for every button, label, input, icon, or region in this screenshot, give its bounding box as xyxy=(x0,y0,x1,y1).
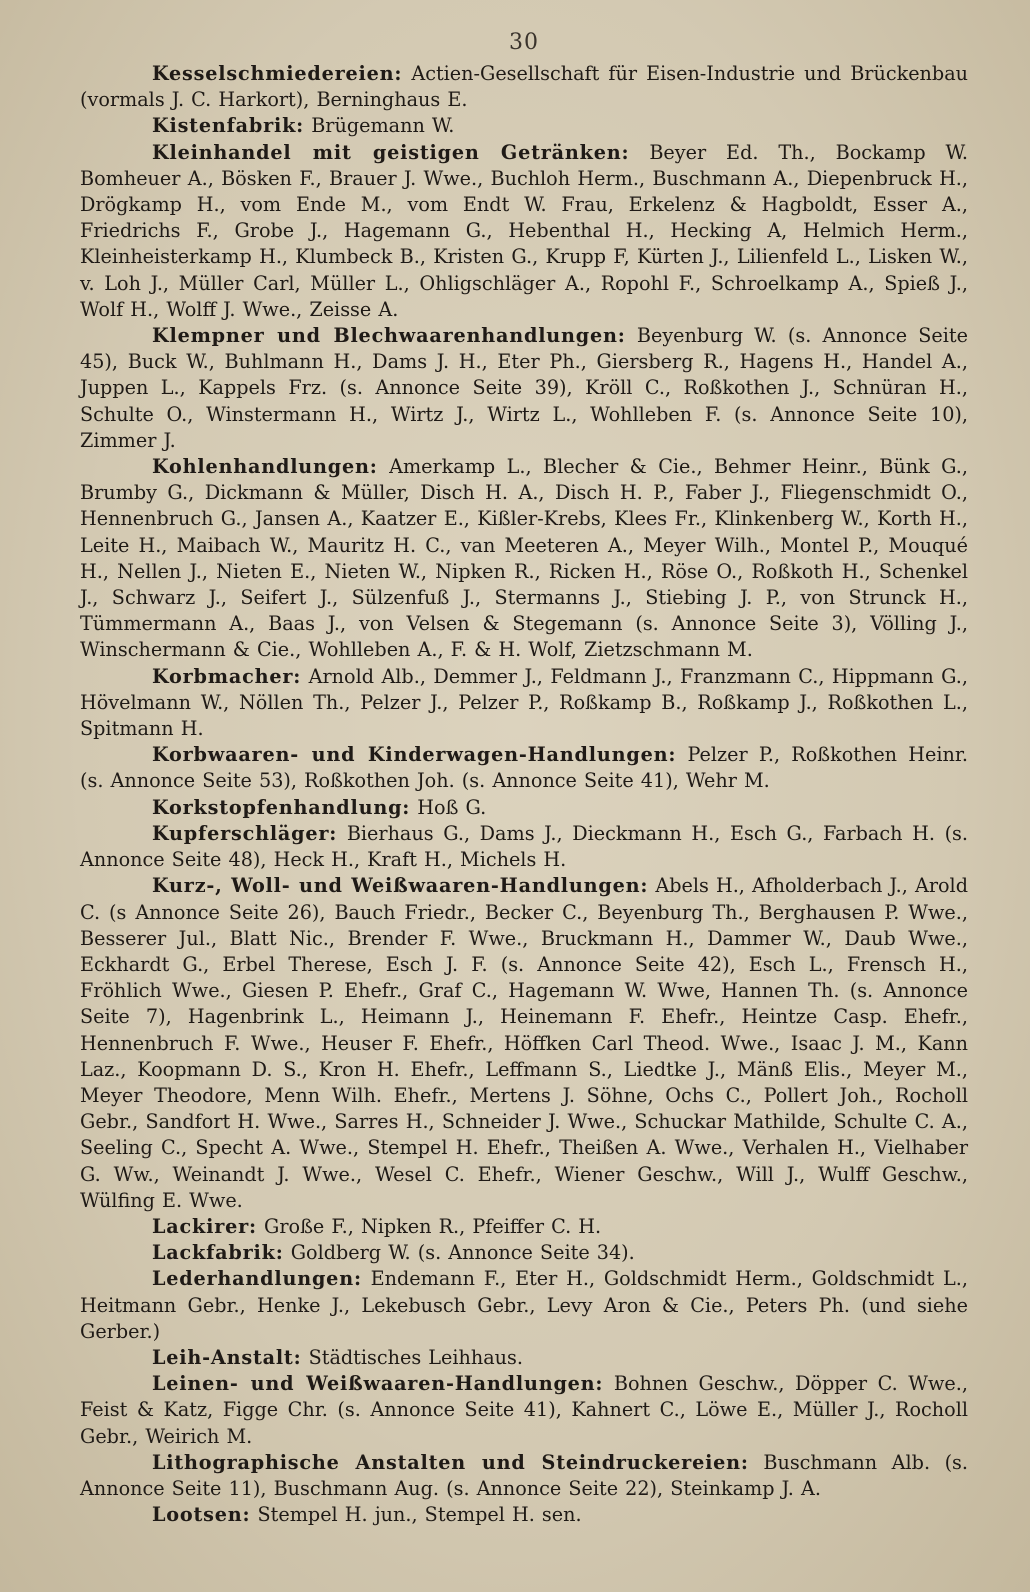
entry-kohlenhandlungen xyxy=(80,454,968,664)
entry-text: Endemann F., Eter H., Goldschmidt Herm., Goldschmidt L., Heitmann Gebr., Henke J., Lekebusch Gebr., Levy Aron & Cie., Peters Ph. (und siehe Gerber.) xyxy=(80,1267,968,1343)
entry-heading: Kistenfabrik: xyxy=(152,114,305,138)
entry-text: Buschmann Alb. (s. Annonce Seite 11), Buschmann Aug. (s. Annonce Seite 22), Steinkamp J. A. xyxy=(80,1450,969,1500)
entry-text: Brügemann W. xyxy=(311,114,455,138)
entry-text: Amerkamp L., Blecher & Cie., Behmer Heinr., Bünk G., Brumby G., Dickmann & Müller, Disch H. A., Disch H. P., Faber J., Fliegenschmidt O., Hennenbruch G., Jansen A., Kaatzer E., Kißler-Krebs, Klees Fr., Klinkenberg W., Korth H., Leite H., Maibach W., Mauritz H. C., van Meeteren A., Meyer Wilh., Montel P., Mouqué H., Nellen J., Nieten E., Nieten W., Nipken R., Ricken H., Röse O., Roßkoth H., Schenkel J., Schwarz J., Seifert J., Sülzenfuß J., Stermanns J., Stiebing J. P., von Strunck H., Tümmermann A., Baas J., von Velsen & Stegemann (s. Annonce Seite 3), Völling J., Winschermann & Cie., Wohlleben A., F. & H. Wolf, Zietzschmann M. xyxy=(80,455,968,662)
entry-text: Beyer Ed. Th., Bockamp W. Bomheuer A., Bösken F., Brauer J. Wwe., Buchloh Herm., Buschmann A., Diepenbruck H., Drögkamp H., vom Ende M., vom Endt W. Frau, Erkelenz & Hagboldt, Esser A., Friedrichs F., Grobe J., Hagemann G., Hebenthal H., Hecking A, Helmich Herm., Kleinheisterkamp H., Klumbeck B., Kristen G., Krupp F, Kürten J., Lilienfeld L., Lisken W., v. Loh J., Müller Carl, Müller L., Ohligschläger A., Ropohl F., Schroelkamp A., Spieß J., Wolf H., Wolff J. Wwe., Zeisse A. xyxy=(80,140,968,321)
entry-klempner xyxy=(80,323,968,454)
entry-kupferschlaeger xyxy=(80,821,968,873)
entry-kesselschmiedereien xyxy=(80,61,968,113)
entry-korkstopfenhandlung xyxy=(80,795,968,821)
entry-heading: Kurz-, Woll- und Weißwaaren-Handlungen: xyxy=(152,874,649,898)
entry-list xyxy=(80,61,968,1528)
entry-lithographische xyxy=(80,1450,968,1502)
entry-text: Actien-Gesellschaft für Eisen-Industrie und Brückenbau (vormals J. C. Harkort), Berninghaus E. xyxy=(80,62,968,112)
entry-leih-anstalt xyxy=(80,1345,968,1371)
entry-heading: Kupferschläger: xyxy=(152,821,338,845)
entry-heading: Lithographische Anstalten und Steindruckereien: xyxy=(152,1450,749,1474)
entry-lackirer xyxy=(80,1214,968,1240)
entry-heading: Lederhandlungen: xyxy=(152,1267,362,1291)
entry-text: Bierhaus G., Dams J., Dieckmann H., Esch G., Farbach H. (s. Annonce Seite 48), Heck H., Kraft H., Michels H. xyxy=(80,821,968,872)
entry-text: Hoß G. xyxy=(417,795,487,819)
entry-leinen xyxy=(80,1371,968,1450)
entry-text: Große F., Nipken R., Pfeiffer C. H. xyxy=(264,1214,602,1238)
entry-korbwaaren xyxy=(80,742,968,794)
entry-heading: Lackirer: xyxy=(152,1214,257,1238)
entry-heading: Leinen- und Weißwaaren-Handlungen: xyxy=(152,1372,604,1396)
entry-heading: Leih-Anstalt: xyxy=(152,1345,302,1369)
entry-heading: Klempner und Blechwaarenhandlungen: xyxy=(152,324,626,348)
entry-heading: Korkstopfenhandlung: xyxy=(152,795,411,819)
entry-kistenfabrik xyxy=(80,113,968,139)
entry-lootsen xyxy=(80,1502,968,1528)
entry-heading: Korbmacher: xyxy=(152,664,302,688)
entry-kurzwaaren xyxy=(80,873,968,1214)
entry-text: Goldberg W. (s. Annonce Seite 34). xyxy=(290,1241,635,1265)
entry-text: Abels H., Afholderbach J., Arold C. (s Annonce Seite 26), Bauch Friedr., Becker C., Beyenburg Th., Berghausen P. Wwe., Besserer Jul., Blatt Nic., Brender F. Wwe., Bruckmann H., Dammer W., Daub Wwe., Eckhardt G., Erbel Therese, Esch J. F. (s. Annonce Seite 42), Esch L., Frensch H., Fröhlich Wwe., Giesen P. Ehefr., Graf C., Hagemann W. Wwe, Hannen Th. (s. Annonce Seite 7), Hagenbrink L., Heimann J., Heinemann F. Ehefr., Heintze Casp. Ehefr., Hennenbruch F. Wwe., Heuser F. Ehefr., Höffken Carl Theod. Wwe., Isaac J. M., Kann Laz., Koopmann D. S., Kron H. Ehefr., Leffmann S., Liedtke J., Mänß Elis., Meyer M., Meyer Theodore, Menn Wilh. Ehefr., Mertens J. Söhne, Ochs C., Pollert Joh., Rocholl Gebr., Sandfort H. Wwe., Sarres H., Schneider J. Wwe., Schuckar Mathilde, Schulte C. A., Seeling C., Specht A. Wwe., Stempel H. Ehefr., Theißen A. Wwe., Verhalen H., Vielhaber G. Ww., Weinandt J. Wwe., Wesel C. Ehefr., Wiener Geschw., Will J., Wulff Geschw., Wülfing E. Wwe. xyxy=(80,874,968,1212)
entry-korbmacher xyxy=(80,664,968,743)
entry-lederhandlungen xyxy=(80,1266,968,1345)
entry-text: Stempel H. jun., Stempel H. sen. xyxy=(257,1503,582,1527)
entry-heading: Lootsen: xyxy=(152,1503,251,1527)
entry-heading: Kohlenhandlungen: xyxy=(152,455,378,479)
entry-lackfabrik xyxy=(80,1240,968,1266)
entry-heading: Kleinhandel mit geistigen Getränken: xyxy=(152,140,630,164)
entry-text: Bohnen Geschw., Döpper C. Wwe., Feist & Katz, Figge Chr. (s. Annonce Seite 41), Kahnert C., Löwe E., Müller J., Rocholl Gebr., Weirich M. xyxy=(80,1372,968,1448)
entry-text: Städtisches Leihhaus. xyxy=(308,1345,523,1369)
page-number: 30 xyxy=(509,30,539,55)
entry-text: Arnold Alb., Demmer J., Feldmann J., Franzmann C., Hippmann G., Hövelmann W., Nöllen Th., Pelzer J., Pelzer P., Roßkamp B., Roßkamp J., Roßkothen L., Spitmann H. xyxy=(80,664,968,741)
entry-text: Pelzer P., Roßkothen Heinr. (s. Annonce Seite 53), Roßkothen Joh. (s. Annonce Seite 41), Wehr M. xyxy=(80,743,968,793)
entry-heading: Kesselschmiedereien: xyxy=(152,62,403,85)
entry-heading: Korbwaaren- und Kinderwagen-Handlungen: xyxy=(152,743,677,767)
entry-heading: Lackfabrik: xyxy=(152,1241,284,1265)
entry-kleinhandel xyxy=(80,140,968,323)
entry-text: Beyenburg W. (s. Annonce Seite 45), Buck W., Buhlmann H., Dams J. H., Eter Ph., Giersberg R., Hagens H., Handel A., Juppen L., Kappels Frz. (s. Annonce Seite 39), Kröll C., Roßkothen J., Schnüran H., Schulte O., Winstermann H., Wirtz J., Wirtz L., Wohlleben F. (s. Annonce Seite 10), Zimmer J. xyxy=(80,324,968,452)
